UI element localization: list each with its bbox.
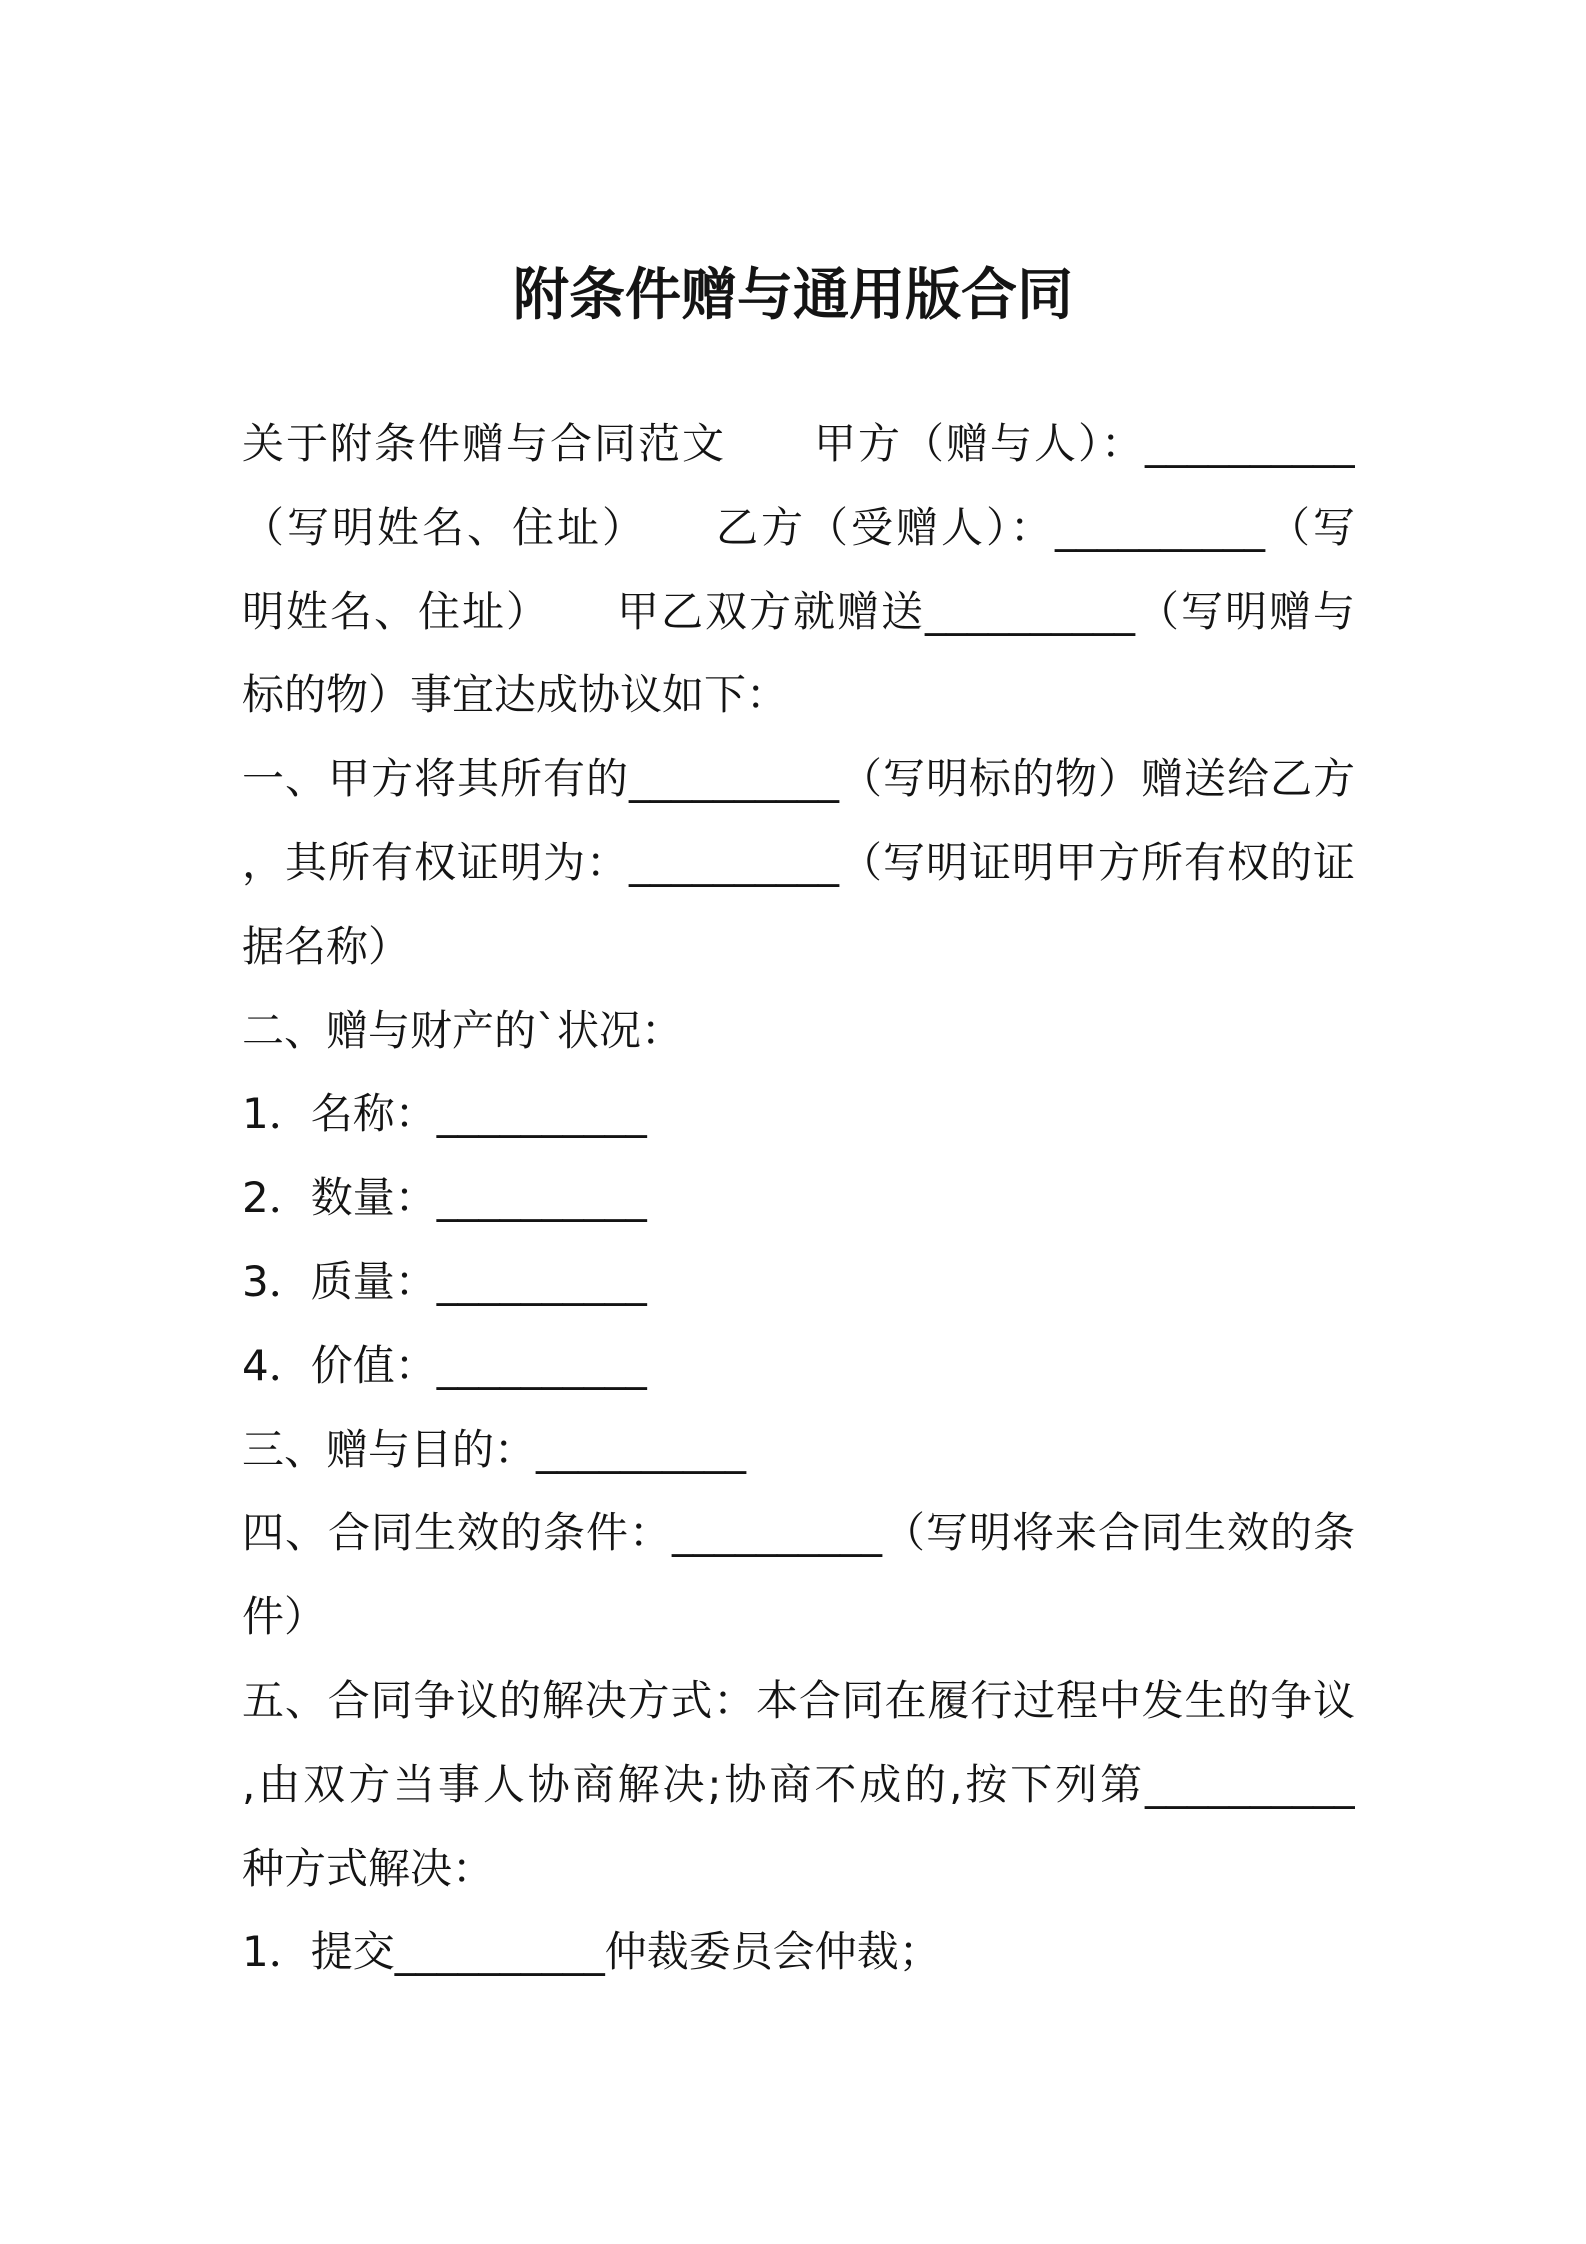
clause-1-line-2: ，其所有权证明为：__________（写明证明甲方所有权的证 xyxy=(242,837,1355,887)
clause-2-item-quantity: 2．数量：__________ xyxy=(242,1173,647,1223)
clause-2-item-name: 1．名称：__________ xyxy=(242,1089,647,1139)
clause-5-option-1: 1．提交__________仲裁委员会仲裁； xyxy=(242,1927,941,1977)
clause-4-line-2: 件） xyxy=(242,1592,327,1642)
clause-5-line-3: 种方式解决： xyxy=(242,1843,495,1893)
clause-4-line-1: 四、合同生效的条件：__________（写明将来合同生效的条 xyxy=(242,1508,1355,1558)
document-title: 附条件赠与通用版合同 xyxy=(513,263,1073,328)
clause-5-line-1: 五、合同争议的解决方式：本合同在履行过程中发生的争议 xyxy=(242,1675,1355,1725)
clause-2-item-value: 4．价值：__________ xyxy=(242,1340,647,1390)
clause-5-line-2: ,由双方当事人协商解决;协商不成的,按下列第__________ xyxy=(242,1759,1355,1809)
preamble-line-4: 标的物）事宜达成协议如下： xyxy=(242,670,789,720)
document-body xyxy=(242,402,1355,1994)
clause-1-line-3: 据名称） xyxy=(242,921,411,971)
clause-3-purpose: 三、赠与目的：__________ xyxy=(242,1424,747,1474)
clause-2-heading: 二、赠与财产的`状况： xyxy=(242,1005,684,1055)
clause-2-item-quality: 3．质量：__________ xyxy=(242,1256,647,1306)
preamble-line-3: 明姓名、住址） 甲乙双方就赠送__________（写明赠与 xyxy=(242,586,1355,636)
clause-1-line-1: 一、甲方将其所有的__________（写明标的物）赠送给乙方 xyxy=(242,754,1355,804)
preamble-line-2: （写明姓名、住址） 乙方（受赠人）：__________（写 xyxy=(242,502,1355,552)
preamble-line-1: 关于附条件赠与合同范文 甲方（赠与人）：__________ xyxy=(242,419,1355,468)
